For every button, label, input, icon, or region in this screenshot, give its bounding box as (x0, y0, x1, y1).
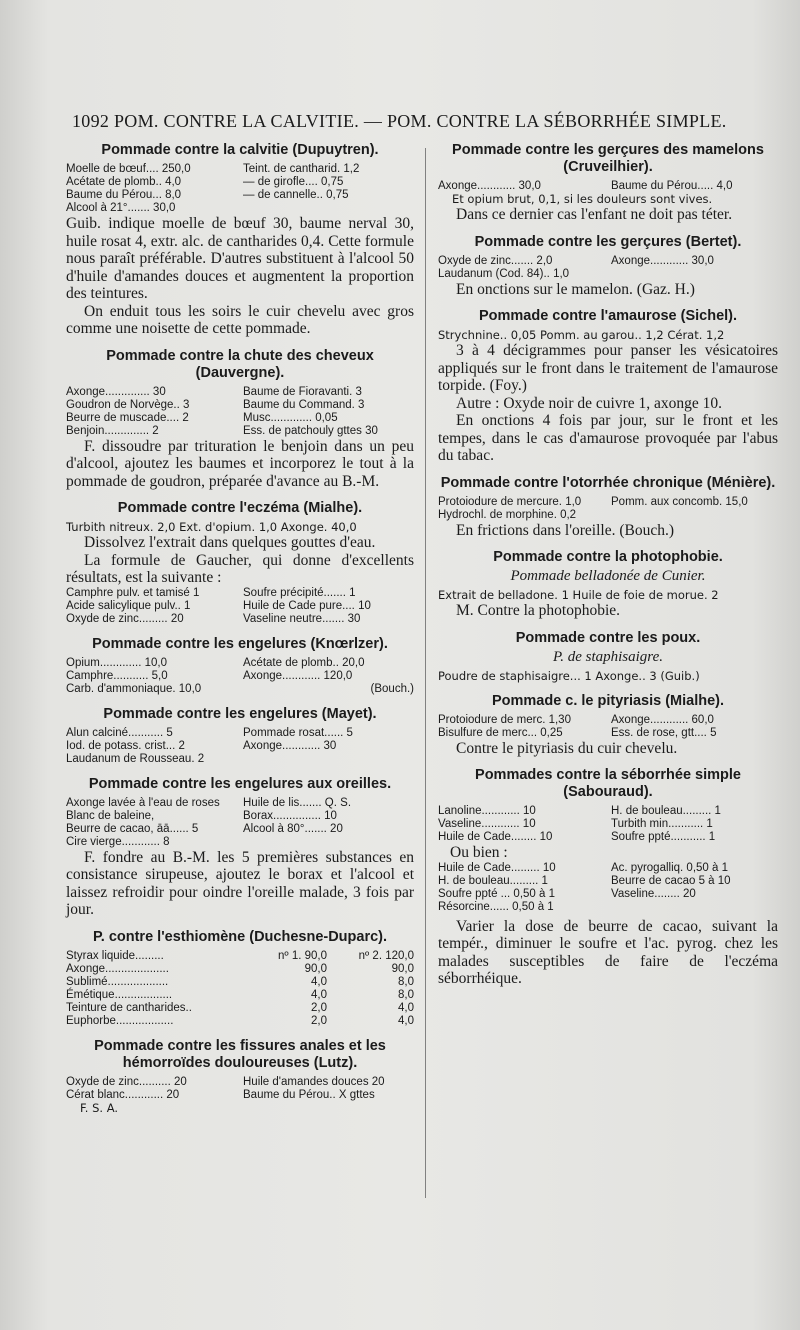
ingredient: Beurre de muscade.... 2 (66, 411, 189, 424)
ingredient: Axonge.............. 30 (66, 385, 166, 398)
ingredient: Baume du Command. 3 (243, 398, 365, 411)
amount: 90,0 (391, 962, 414, 975)
ingredient: Protoiodure de mercure. 1,0 (438, 495, 582, 508)
ingredient: Soufre ppté ... 0,50 à 1 (438, 887, 555, 900)
left-column (66, 142, 414, 1125)
ingredient-table (66, 727, 414, 766)
ingredient-table (66, 386, 414, 438)
section-seborrhee (438, 767, 778, 988)
ingredient: Alcool à 21°....... 30,0 (66, 202, 176, 214)
ingredient: Turbith min........... 1 (611, 818, 713, 830)
section-title: Pommade contre les gerçures (Bertet). (474, 233, 742, 250)
ingredient: Teinture de cantharides.. (66, 1001, 192, 1014)
ingredient: — de girofle.... 0,75 (243, 176, 344, 188)
ingredient: Vaseline........ 20 (611, 887, 696, 900)
ingredient-table (438, 805, 778, 844)
column-header: nº 1. 90,0 (278, 949, 327, 962)
section-photophobie (438, 549, 778, 620)
ingredient: Axonge............ 30,0 (611, 254, 714, 267)
amount: 8,0 (398, 988, 414, 1001)
ingredient-table (66, 1076, 414, 1102)
ingredient: Pommade rosat...... 5 (243, 726, 353, 739)
paragraph: F. fondre au B.-M. les 5 premières substances en consistance sirupeuse, ajoutez le borax et l'alcool et laissez refroidir pour oindre l'oreille malade, 3 fois par jour. (66, 848, 414, 918)
ingredient: Acétate de plomb.. 4,0 (66, 176, 182, 188)
column-header: nº 2. 120,0 (358, 949, 414, 962)
ingredient: Carb. d'ammoniaque. 10,0 (66, 682, 202, 695)
ingredient-table (438, 255, 778, 281)
ingredient: Émétique.................. (66, 988, 173, 1001)
amount: 4,0 (398, 1014, 414, 1027)
formula-line: Turbith nitreux. 2,0 Ext. d'opium. 1,0 Axonge. 40,0 (66, 520, 357, 534)
ingredient: Ess. de patchouly gttes 30 (243, 424, 378, 437)
ingredient: Baume du Pérou..... 4,0 (611, 180, 733, 192)
amount: 4,0 (311, 988, 327, 1001)
ingredient-table (66, 797, 414, 849)
paragraph: Dissolvez l'extrait dans quelques gouttes d'eau. (84, 534, 376, 551)
section-engelures-mayet (66, 706, 414, 766)
paragraph: Varier la dose de beurre de cacao, suivant la tempér., diminuer le soufre et l'ac. pyrog. chez les malades susceptibles de faire de l'eczéma séborrhéique. (438, 917, 778, 987)
ingredient-table (66, 163, 414, 215)
ingredient: Borax............... 10 (243, 809, 337, 822)
paragraph: Contre le pityriasis du cuir chevelu. (456, 739, 678, 757)
ingredient: Oxyde de zinc......... 20 (66, 612, 184, 625)
ingredient-table (438, 714, 778, 740)
note: Et opium brut, 0,1, si les douleurs sont vives. (452, 192, 713, 206)
right-column (438, 142, 778, 998)
source-citation: (Bouch.) (370, 682, 414, 695)
ingredient: Beurre de cacao 5 à 10 (611, 874, 731, 887)
section-title: P. contre l'esthiomène (Duchesne-Duparc). (92, 928, 388, 945)
formula-line: Poudre de staphisaigre... 1 Axonge.. 3 (Guib.) (438, 668, 700, 683)
paragraph: En onctions sur le mamelon. (Gaz. H.) (456, 280, 695, 298)
ingredient: Laudanum (Cod. 84).. 1,0 (438, 267, 570, 280)
section-subtitle: P. de staphisaigre. (552, 648, 663, 665)
ingredient: Huile de Cade pure.... 10 (243, 599, 371, 612)
section-title: Pommade contre les poux. (515, 629, 701, 646)
ingredient: Axonge lavée à l'eau de roses (66, 796, 220, 809)
ingredient: Hydrochl. de morphine. 0,2 (438, 508, 577, 521)
paragraph: Guib. indique moelle de bœuf 30, baume nerval 30, huile rosat 4, extr. alc. de cantharides 0,4. Cette formule nous paraît préférable. D'autres substituent à l'alcool 50 d'huile d'amandes douces et augmentent la proportion des teintures. (66, 215, 414, 302)
paragraph: M. Contre la photophobie. (456, 602, 621, 619)
signature: F. S. A. (80, 1100, 119, 1115)
ingredient-table (66, 587, 414, 626)
ingredient: Baume de Fioravanti. 3 (243, 385, 362, 398)
ingredient: H. de bouleau......... 1 (611, 805, 721, 817)
ingredient: Vaseline............ 10 (438, 818, 536, 830)
section-title: Pommade contre les engelures (Knœrlzer). (92, 635, 388, 652)
section-pityriasis (438, 693, 778, 758)
ingredient: Cire vierge............ 8 (66, 835, 170, 848)
section-title: Pommade contre les engelures aux oreilles. (88, 775, 392, 792)
section-engelures-knoerlzer (66, 636, 414, 696)
section-engelures-oreilles (66, 776, 414, 919)
ingredient: — de cannelle.. 0,75 (243, 189, 349, 201)
ingredient: Goudron de Norvège.. 3 (66, 398, 190, 411)
section-title: Pommade contre la photophobie. (493, 549, 723, 565)
ingredient: Ac. pyrogalliq. 0,50 à 1 (611, 861, 728, 874)
ingredient: Acétate de plomb.. 20,0 (243, 656, 365, 669)
column-divider (425, 148, 426, 1198)
paragraph: Dans ce dernier cas l'enfant ne doit pas téter. (456, 206, 733, 223)
ingredient: Axonge............ 120,0 (243, 669, 353, 682)
ingredient-table (66, 950, 414, 1028)
section-poux (438, 630, 778, 683)
running-head: 1092 POM. CONTRE LA CALVITIE. — POM. CONTRE LA SÉBORRHÉE SIMPLE. (72, 111, 727, 131)
paragraph: La formule de Gaucher, qui donne d'excellents résultats, est la suivante : (66, 551, 414, 586)
ingredient: Musc............. 0,05 (243, 411, 338, 424)
paragraph: Ou bien : (450, 844, 508, 861)
section-chute-cheveux (66, 348, 414, 491)
section-title: Pommade contre les fissures anales et les hémorroïdes douloureuses (Lutz). (94, 1037, 386, 1071)
ingredient: Axonge............ 30 (243, 739, 337, 752)
ingredient: Camphre........... 5,0 (66, 669, 168, 682)
ingredient-table (438, 862, 778, 914)
amount: 8,0 (398, 975, 414, 988)
paragraph: F. dissoudre par trituration le benjoin dans un peu d'alcool, ajoutez les baumes et incorporez le tout à la pommade de goudron, préparée d'avance au B.-M. (66, 437, 414, 490)
ingredient: Cérat blanc............ 20 (66, 1088, 180, 1101)
ingredient: Moelle de bœuf.... 250,0 (66, 163, 191, 175)
amount: 2,0 (311, 1001, 327, 1014)
ingredient: Iod. de potass. crist... 2 (66, 739, 185, 752)
formula-line: Strychnine.. 0,05 Pomm. au garou.. 1,2 Cérat. 1,2 (438, 328, 725, 342)
section-title: Pommade contre la calvitie (Dupuytren). (101, 142, 379, 158)
section-title: Pommade contre l'otorrhée chronique (Ménière). (440, 474, 776, 491)
section-title: Pommade contre les engelures (Mayet). (103, 705, 377, 722)
ingredient: Protoiodure de merc. 1,30 (438, 713, 571, 726)
ingredient: Pomm. aux concomb. 15,0 (611, 495, 748, 508)
ingredient: Axonge............ 30,0 (438, 180, 541, 192)
amount: 4,0 (398, 1001, 414, 1014)
amount: 4,0 (311, 975, 327, 988)
ingredient: Huile d'amandes douces 20 (243, 1075, 385, 1088)
section-otorrhee (438, 475, 778, 540)
ingredient: Baume du Pérou... 8,0 (66, 189, 182, 201)
ingredient: Huile de Cade......... 10 (438, 861, 556, 874)
section-title: Pommade contre les gerçures des mamelons (Cruveilhier). (452, 142, 764, 175)
ingredient-table (66, 657, 414, 696)
ingredient: Benjoin.............. 2 (66, 424, 159, 437)
section-subtitle: Pommade belladonée de Cunier. (510, 568, 706, 584)
formula-line: Extrait de belladone. 1 Huile de foie de morue. 2 (438, 588, 719, 602)
paragraph: Autre : Oxyde noir de cuivre 1, axonge 10. (456, 394, 723, 412)
section-title: Pommade contre l'eczéma (Mialhe). (117, 500, 363, 516)
ingredient-table (438, 496, 778, 522)
ingredient: Axonge.................... (66, 962, 169, 975)
ingredient: H. de bouleau......... 1 (438, 874, 548, 887)
paragraph: On enduit tous les soirs le cuir chevelu avec gros comme une noisette de cette pommade. (66, 302, 414, 337)
ingredient: Teint. de cantharid. 1,2 (243, 163, 360, 175)
section-title: Pommade c. le pityriasis (Mialhe). (491, 692, 725, 709)
amount: 2,0 (311, 1014, 327, 1027)
paragraph: En frictions dans l'oreille. (Bouch.) (456, 521, 675, 539)
ingredient: Sublimé................... (66, 975, 169, 988)
section-title: Pommade contre la chute des cheveux (Dauvergne). (106, 347, 374, 381)
ingredient: Alcool à 80°....... 20 (243, 822, 343, 835)
ingredient: Blanc de baleine, (66, 809, 155, 822)
paragraph: En onctions 4 fois par jour, sur le front et les tempes, dans le cas d'amaurose provoquée par l'abus du tabac. (438, 412, 778, 464)
ingredient: Styrax liquide......... (66, 949, 164, 962)
ingredient: Opium............. 10,0 (66, 656, 167, 669)
ingredient: Baume du Pérou.. X gttes (243, 1088, 375, 1101)
ingredient: Ess. de rose, gtt.... 5 (611, 726, 717, 739)
paragraph: 3 à 4 décigrammes pour panser les vésicatoires appliqués sur le front dans le traitement de l'amaurose torpide. (Foy.) (438, 342, 778, 394)
section-title: Pommade contre l'amaurose (Sichel). (478, 308, 738, 324)
section-calvitie (66, 142, 414, 338)
ingredient: Soufre ppté........... 1 (611, 831, 716, 843)
ingredient: Huile de lis....... Q. S. (243, 796, 352, 809)
section-title: Pommades contre la séborrhée simple (Sabouraud). (475, 767, 741, 800)
ingredient: Bisulfure de merc... 0,25 (438, 726, 563, 739)
ingredient: Huile de Cade........ 10 (438, 831, 553, 843)
ingredient: Alun calciné........... 5 (66, 726, 173, 739)
ingredient: Vaseline neutre....... 30 (243, 612, 361, 625)
section-esthiomene (66, 929, 414, 1028)
section-amaurose (438, 308, 778, 465)
ingredient: Lanoline............ 10 (438, 805, 536, 817)
ingredient: Résorcine...... 0,50 à 1 (438, 900, 554, 913)
ingredient: Camphre pulv. et tamisé 1 (66, 586, 200, 599)
ingredient: Soufre précipité....... 1 (243, 586, 356, 599)
amount: 90,0 (304, 962, 327, 975)
section-gercures-mamelons (438, 142, 778, 224)
section-fissures-anales (66, 1038, 414, 1115)
ingredient: Beurre de cacao, āā...... 5 (66, 822, 199, 835)
ingredient: Oxyde de zinc....... 2,0 (438, 254, 553, 267)
ingredient: Axonge............ 60,0 (611, 713, 714, 726)
section-eczema (66, 500, 414, 626)
ingredient: Oxyde de zinc.......... 20 (66, 1075, 187, 1088)
ingredient: Laudanum de Rousseau. 2 (66, 752, 205, 765)
section-gercures-bertet (438, 234, 778, 299)
ingredient: Acide salicylique pulv.. 1 (66, 599, 191, 612)
ingredient: Euphorbe.................. (66, 1014, 174, 1027)
